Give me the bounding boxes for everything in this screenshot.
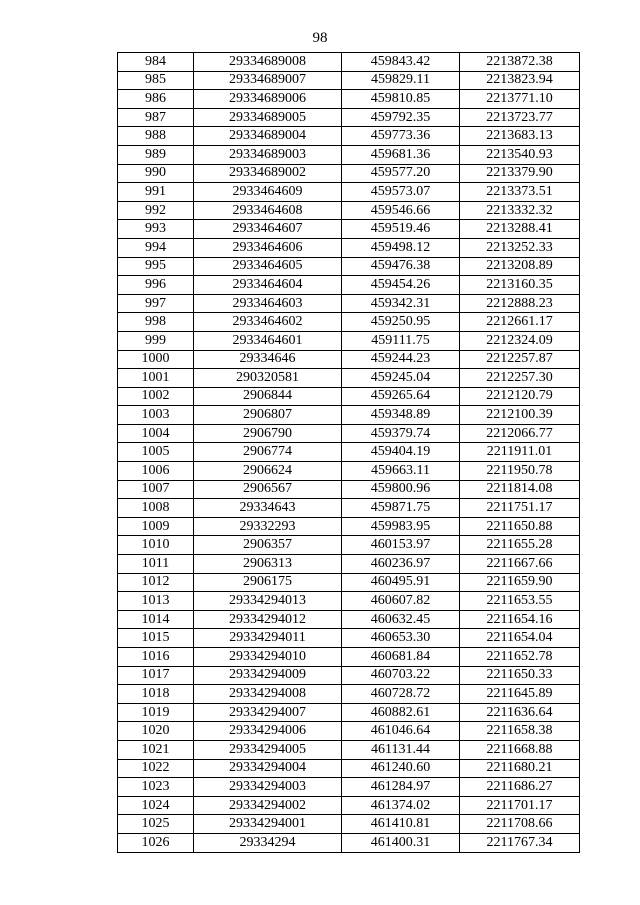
- x-coordinate-cell: 459871.75: [342, 499, 460, 518]
- x-coordinate-cell: 459342.31: [342, 294, 460, 313]
- y-coordinate-cell: 2211911.01: [460, 443, 580, 462]
- y-coordinate-cell: 2211686.27: [460, 778, 580, 797]
- x-coordinate-cell: 459454.26: [342, 276, 460, 295]
- row-number-cell: 1024: [118, 796, 194, 815]
- table-row: [118, 480, 580, 499]
- y-coordinate-cell: 2211767.34: [460, 833, 580, 852]
- x-coordinate-cell: 459681.36: [342, 145, 460, 164]
- point-id-cell: 29334294010: [194, 648, 342, 667]
- row-number-cell: 987: [118, 108, 194, 127]
- y-coordinate-cell: 2211650.33: [460, 666, 580, 685]
- y-coordinate-cell: 2211667.66: [460, 555, 580, 574]
- x-coordinate-cell: 460607.82: [342, 592, 460, 611]
- table-row: [118, 536, 580, 555]
- y-coordinate-cell: 2212100.39: [460, 406, 580, 425]
- point-id-cell: 290320581: [194, 369, 342, 388]
- table-row: [118, 443, 580, 462]
- row-number-cell: 1021: [118, 740, 194, 759]
- x-coordinate-cell: 459498.12: [342, 238, 460, 257]
- point-id-cell: 29334294004: [194, 759, 342, 778]
- y-coordinate-cell: 2213872.38: [460, 53, 580, 72]
- y-coordinate-cell: 2213379.90: [460, 164, 580, 183]
- x-coordinate-cell: 460632.45: [342, 610, 460, 629]
- row-number-cell: 1008: [118, 499, 194, 518]
- y-coordinate-cell: 2211652.78: [460, 648, 580, 667]
- table-row: [118, 387, 580, 406]
- point-id-cell: 29334294003: [194, 778, 342, 797]
- table-row: [118, 183, 580, 202]
- table-row: [118, 610, 580, 629]
- point-id-cell: 29334294009: [194, 666, 342, 685]
- row-number-cell: 1023: [118, 778, 194, 797]
- row-number-cell: 1002: [118, 387, 194, 406]
- point-id-cell: 2933464603: [194, 294, 342, 313]
- point-id-cell: 29334689008: [194, 53, 342, 72]
- table-row: [118, 703, 580, 722]
- y-coordinate-cell: 2213823.94: [460, 71, 580, 90]
- point-id-cell: 2933464604: [194, 276, 342, 295]
- row-number-cell: 1007: [118, 480, 194, 499]
- x-coordinate-cell: 459519.46: [342, 220, 460, 239]
- table-row: [118, 648, 580, 667]
- point-id-cell: 29334294008: [194, 685, 342, 704]
- x-coordinate-cell: 459348.89: [342, 406, 460, 425]
- row-number-cell: 1011: [118, 555, 194, 574]
- y-coordinate-cell: 2213332.32: [460, 201, 580, 220]
- row-number-cell: 985: [118, 71, 194, 90]
- row-number-cell: 984: [118, 53, 194, 72]
- row-number-cell: 993: [118, 220, 194, 239]
- table-row: [118, 573, 580, 592]
- point-id-cell: 29334689006: [194, 90, 342, 109]
- row-number-cell: 1000: [118, 350, 194, 369]
- table-row: [118, 127, 580, 146]
- table-body: [118, 53, 580, 853]
- row-number-cell: 1022: [118, 759, 194, 778]
- table-row: [118, 201, 580, 220]
- point-id-cell: 2906844: [194, 387, 342, 406]
- point-id-cell: 29334689004: [194, 127, 342, 146]
- point-id-cell: 2933464601: [194, 331, 342, 350]
- row-number-cell: 1016: [118, 648, 194, 667]
- x-coordinate-cell: 459843.42: [342, 53, 460, 72]
- point-id-cell: 2906790: [194, 424, 342, 443]
- point-id-cell: 2933464606: [194, 238, 342, 257]
- x-coordinate-cell: 461374.02: [342, 796, 460, 815]
- y-coordinate-cell: 2211751.17: [460, 499, 580, 518]
- row-number-cell: 1006: [118, 462, 194, 481]
- y-coordinate-cell: 2211814.08: [460, 480, 580, 499]
- point-id-cell: 2906774: [194, 443, 342, 462]
- y-coordinate-cell: 2211701.17: [460, 796, 580, 815]
- x-coordinate-cell: 459773.36: [342, 127, 460, 146]
- y-coordinate-cell: 2213683.13: [460, 127, 580, 146]
- point-id-cell: 29334294007: [194, 703, 342, 722]
- y-coordinate-cell: 2211655.28: [460, 536, 580, 555]
- row-number-cell: 1026: [118, 833, 194, 852]
- x-coordinate-cell: 459577.20: [342, 164, 460, 183]
- y-coordinate-cell: 2212257.30: [460, 369, 580, 388]
- point-id-cell: 2906807: [194, 406, 342, 425]
- table-row: [118, 424, 580, 443]
- row-number-cell: 999: [118, 331, 194, 350]
- row-number-cell: 1014: [118, 610, 194, 629]
- table-row: [118, 592, 580, 611]
- row-number-cell: 988: [118, 127, 194, 146]
- row-number-cell: 994: [118, 238, 194, 257]
- table-row: [118, 257, 580, 276]
- table-row: [118, 294, 580, 313]
- point-id-cell: 29334689007: [194, 71, 342, 90]
- point-id-cell: 2906624: [194, 462, 342, 481]
- coordinates-table: [117, 52, 580, 853]
- table-row: [118, 778, 580, 797]
- table-row: [118, 666, 580, 685]
- row-number-cell: 998: [118, 313, 194, 332]
- y-coordinate-cell: 2211654.16: [460, 610, 580, 629]
- point-id-cell: 29334689003: [194, 145, 342, 164]
- x-coordinate-cell: 459245.04: [342, 369, 460, 388]
- y-coordinate-cell: 2212324.09: [460, 331, 580, 350]
- table-row: [118, 313, 580, 332]
- row-number-cell: 1012: [118, 573, 194, 592]
- row-number-cell: 1019: [118, 703, 194, 722]
- point-id-cell: 29334689002: [194, 164, 342, 183]
- table-row: [118, 833, 580, 852]
- point-id-cell: 2933464607: [194, 220, 342, 239]
- x-coordinate-cell: 459476.38: [342, 257, 460, 276]
- point-id-cell: 29334294012: [194, 610, 342, 629]
- x-coordinate-cell: 459829.11: [342, 71, 460, 90]
- y-coordinate-cell: 2211653.55: [460, 592, 580, 611]
- x-coordinate-cell: 459983.95: [342, 517, 460, 536]
- row-number-cell: 1013: [118, 592, 194, 611]
- row-number-cell: 1004: [118, 424, 194, 443]
- point-id-cell: 2933464605: [194, 257, 342, 276]
- y-coordinate-cell: 2211654.04: [460, 629, 580, 648]
- x-coordinate-cell: 459265.64: [342, 387, 460, 406]
- table-row: [118, 796, 580, 815]
- x-coordinate-cell: 459379.74: [342, 424, 460, 443]
- row-number-cell: 1017: [118, 666, 194, 685]
- y-coordinate-cell: 2211645.89: [460, 685, 580, 704]
- y-coordinate-cell: 2211708.66: [460, 815, 580, 834]
- table-row: [118, 108, 580, 127]
- x-coordinate-cell: 459404.19: [342, 443, 460, 462]
- x-coordinate-cell: 459111.75: [342, 331, 460, 350]
- x-coordinate-cell: 459250.95: [342, 313, 460, 332]
- x-coordinate-cell: 460236.97: [342, 555, 460, 574]
- point-id-cell: 29334294: [194, 833, 342, 852]
- y-coordinate-cell: 2211658.38: [460, 722, 580, 741]
- page-number: 98: [312, 30, 328, 46]
- y-coordinate-cell: 2213540.93: [460, 145, 580, 164]
- y-coordinate-cell: 2213160.35: [460, 276, 580, 295]
- x-coordinate-cell: 459792.35: [342, 108, 460, 127]
- table-row: [118, 759, 580, 778]
- x-coordinate-cell: 460153.97: [342, 536, 460, 555]
- row-number-cell: 1020: [118, 722, 194, 741]
- y-coordinate-cell: 2212661.17: [460, 313, 580, 332]
- point-id-cell: 2933464602: [194, 313, 342, 332]
- point-id-cell: 29332293: [194, 517, 342, 536]
- point-id-cell: 29334643: [194, 499, 342, 518]
- x-coordinate-cell: 461131.44: [342, 740, 460, 759]
- point-id-cell: 29334294006: [194, 722, 342, 741]
- row-number-cell: 997: [118, 294, 194, 313]
- point-id-cell: 2906313: [194, 555, 342, 574]
- table-row: [118, 164, 580, 183]
- y-coordinate-cell: 2213208.89: [460, 257, 580, 276]
- x-coordinate-cell: 461284.97: [342, 778, 460, 797]
- row-number-cell: 1003: [118, 406, 194, 425]
- x-coordinate-cell: 461240.60: [342, 759, 460, 778]
- table-row: [118, 517, 580, 536]
- x-coordinate-cell: 461410.81: [342, 815, 460, 834]
- x-coordinate-cell: 459800.96: [342, 480, 460, 499]
- x-coordinate-cell: 460728.72: [342, 685, 460, 704]
- point-id-cell: 29334294013: [194, 592, 342, 611]
- y-coordinate-cell: 2211950.78: [460, 462, 580, 481]
- table-row: [118, 145, 580, 164]
- table-row: [118, 555, 580, 574]
- y-coordinate-cell: 2213288.41: [460, 220, 580, 239]
- row-number-cell: 991: [118, 183, 194, 202]
- row-number-cell: 1025: [118, 815, 194, 834]
- table-row: [118, 369, 580, 388]
- y-coordinate-cell: 2213373.51: [460, 183, 580, 202]
- x-coordinate-cell: 460703.22: [342, 666, 460, 685]
- row-number-cell: 1010: [118, 536, 194, 555]
- point-id-cell: 2933464609: [194, 183, 342, 202]
- table-row: [118, 629, 580, 648]
- row-number-cell: 1018: [118, 685, 194, 704]
- x-coordinate-cell: 460681.84: [342, 648, 460, 667]
- table-row: [118, 350, 580, 369]
- x-coordinate-cell: 459546.66: [342, 201, 460, 220]
- y-coordinate-cell: 2213771.10: [460, 90, 580, 109]
- y-coordinate-cell: 2213723.77: [460, 108, 580, 127]
- table-row: [118, 406, 580, 425]
- point-id-cell: 29334294001: [194, 815, 342, 834]
- x-coordinate-cell: 461400.31: [342, 833, 460, 852]
- x-coordinate-cell: 461046.64: [342, 722, 460, 741]
- row-number-cell: 989: [118, 145, 194, 164]
- row-number-cell: 990: [118, 164, 194, 183]
- y-coordinate-cell: 2213252.33: [460, 238, 580, 257]
- point-id-cell: 2906175: [194, 573, 342, 592]
- table-row: [118, 815, 580, 834]
- x-coordinate-cell: 460882.61: [342, 703, 460, 722]
- table-row: [118, 53, 580, 72]
- y-coordinate-cell: 2211650.88: [460, 517, 580, 536]
- point-id-cell: 29334294011: [194, 629, 342, 648]
- table-row: [118, 740, 580, 759]
- row-number-cell: 1001: [118, 369, 194, 388]
- table-row: [118, 276, 580, 295]
- row-number-cell: 992: [118, 201, 194, 220]
- table-row: [118, 685, 580, 704]
- x-coordinate-cell: 460653.30: [342, 629, 460, 648]
- row-number-cell: 996: [118, 276, 194, 295]
- row-number-cell: 1005: [118, 443, 194, 462]
- table-row: [118, 331, 580, 350]
- point-id-cell: 29334294002: [194, 796, 342, 815]
- y-coordinate-cell: 2211680.21: [460, 759, 580, 778]
- x-coordinate-cell: 459663.11: [342, 462, 460, 481]
- point-id-cell: 2933464608: [194, 201, 342, 220]
- table-row: [118, 71, 580, 90]
- row-number-cell: 986: [118, 90, 194, 109]
- point-id-cell: 29334294005: [194, 740, 342, 759]
- y-coordinate-cell: 2211659.90: [460, 573, 580, 592]
- table-row: [118, 722, 580, 741]
- x-coordinate-cell: 459573.07: [342, 183, 460, 202]
- y-coordinate-cell: 2212257.87: [460, 350, 580, 369]
- x-coordinate-cell: 459244.23: [342, 350, 460, 369]
- row-number-cell: 1009: [118, 517, 194, 536]
- point-id-cell: 2906357: [194, 536, 342, 555]
- y-coordinate-cell: 2212066.77: [460, 424, 580, 443]
- y-coordinate-cell: 2212120.79: [460, 387, 580, 406]
- point-id-cell: 29334689005: [194, 108, 342, 127]
- row-number-cell: 1015: [118, 629, 194, 648]
- y-coordinate-cell: 2211668.88: [460, 740, 580, 759]
- row-number-cell: 995: [118, 257, 194, 276]
- table-row: [118, 90, 580, 109]
- table-row: [118, 462, 580, 481]
- x-coordinate-cell: 460495.91: [342, 573, 460, 592]
- table-row: [118, 238, 580, 257]
- y-coordinate-cell: 2212888.23: [460, 294, 580, 313]
- table-row: [118, 499, 580, 518]
- point-id-cell: 29334646: [194, 350, 342, 369]
- point-id-cell: 2906567: [194, 480, 342, 499]
- y-coordinate-cell: 2211636.64: [460, 703, 580, 722]
- x-coordinate-cell: 459810.85: [342, 90, 460, 109]
- table-row: [118, 220, 580, 239]
